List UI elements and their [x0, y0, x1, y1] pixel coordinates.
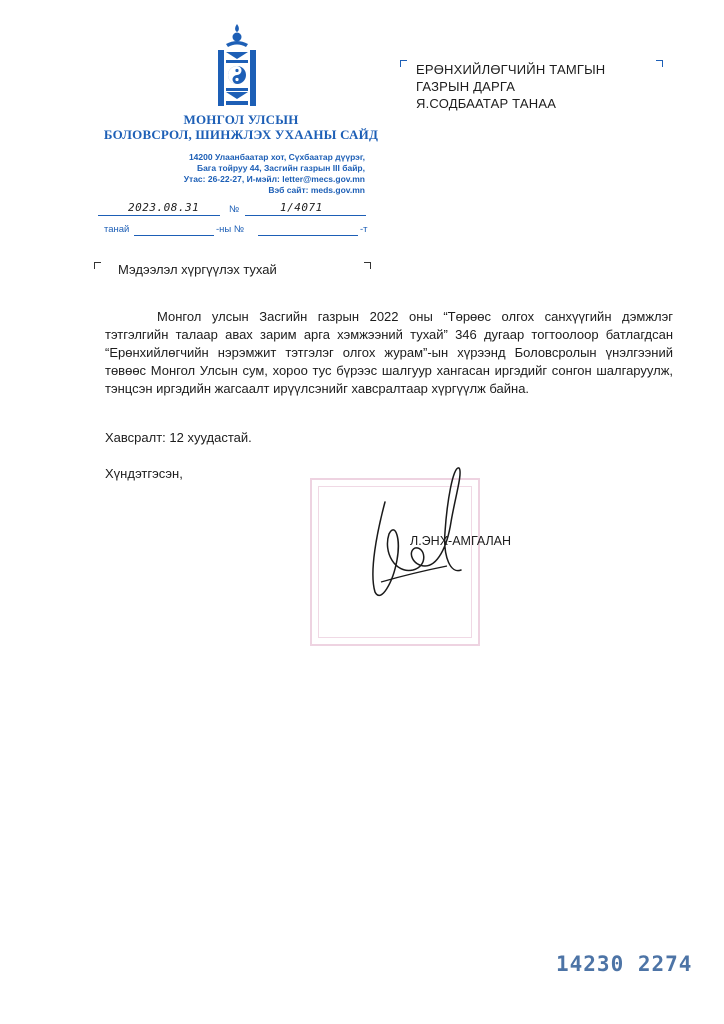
reply-number-label: -ны № [216, 224, 245, 235]
reply-to-label: танай [104, 224, 130, 235]
signer-name: Л.ЭНХ-АМГАЛАН [410, 534, 512, 548]
letter-subject: Мэдээлэл хүргүүлэх тухай [118, 262, 277, 277]
reply-end-label: -т [360, 224, 368, 235]
recipient-corner-left [400, 60, 407, 67]
recipient-line1: ЕРӨНХИЙЛӨГЧИЙН ТАМГЫН [416, 62, 606, 77]
recipient-corner-right [656, 60, 663, 67]
reply-date-underline [134, 221, 214, 236]
ministry-name-line1: МОНГОЛ УЛСЫН [183, 112, 299, 127]
address-phone-email: Утас: 26-22-27, И-мэйл: letter@mecs.gov.mn [183, 174, 365, 184]
subject-corner-right [364, 262, 371, 269]
closing-salutation: Хүндэтгэсэн, [105, 466, 183, 481]
reply-number-underline [258, 221, 358, 236]
address-line2: Бага тойруу 44, Засгийн газрын III байр, [196, 163, 365, 173]
letter-body: Монгол улсын Засгийн газрын 2022 оны “Төрөөс олгох санхүүгийн дэмжлэг тэтгэлгийн талаар авах зарим арга хэмжээний тухай” 346 дугаар тогтоолоор батлагдсан “Ерөнхийлөгчийн нэрэмжит тэтгэлэг олгох журам”-ын хүрээнд Боловсролын үнэлгээний төвөөс Монгол Улсын сум, хороо тус бүрээс шалгуур хангасан иргэдийг сонгон шалгаруулж, тэнцсэн иргэдийн жагсаалт ирүүлсэнийг хавсралтаар хүргүүлж байна. [105, 309, 673, 396]
ministry-name-line2: БОЛОВСРОЛ, ШИНЖЛЭХ УХААНЫ САЙД [103, 127, 379, 142]
address-website: Вэб сайт: meds.gov.mn [268, 185, 365, 195]
attachment-note: Хавсралт: 12 хуудастай. [105, 430, 252, 445]
number-sign: № [229, 204, 240, 215]
recipient-name: Я.СОДБААТАР ТАНАА [416, 96, 557, 111]
soyombo-emblem-icon [212, 22, 262, 108]
subject-corner-left [94, 262, 101, 269]
letter-date: 2023.08.31 [128, 201, 200, 214]
recipient-line2: ГАЗРЫН ДАРГА [416, 79, 516, 94]
registration-number: 14230 2274 [556, 952, 693, 976]
letter-number: 1/4071 [280, 201, 323, 214]
address-line1: 14200 Улаанбаатар хот, Сүхбаатар дүүрэг, [188, 152, 365, 162]
